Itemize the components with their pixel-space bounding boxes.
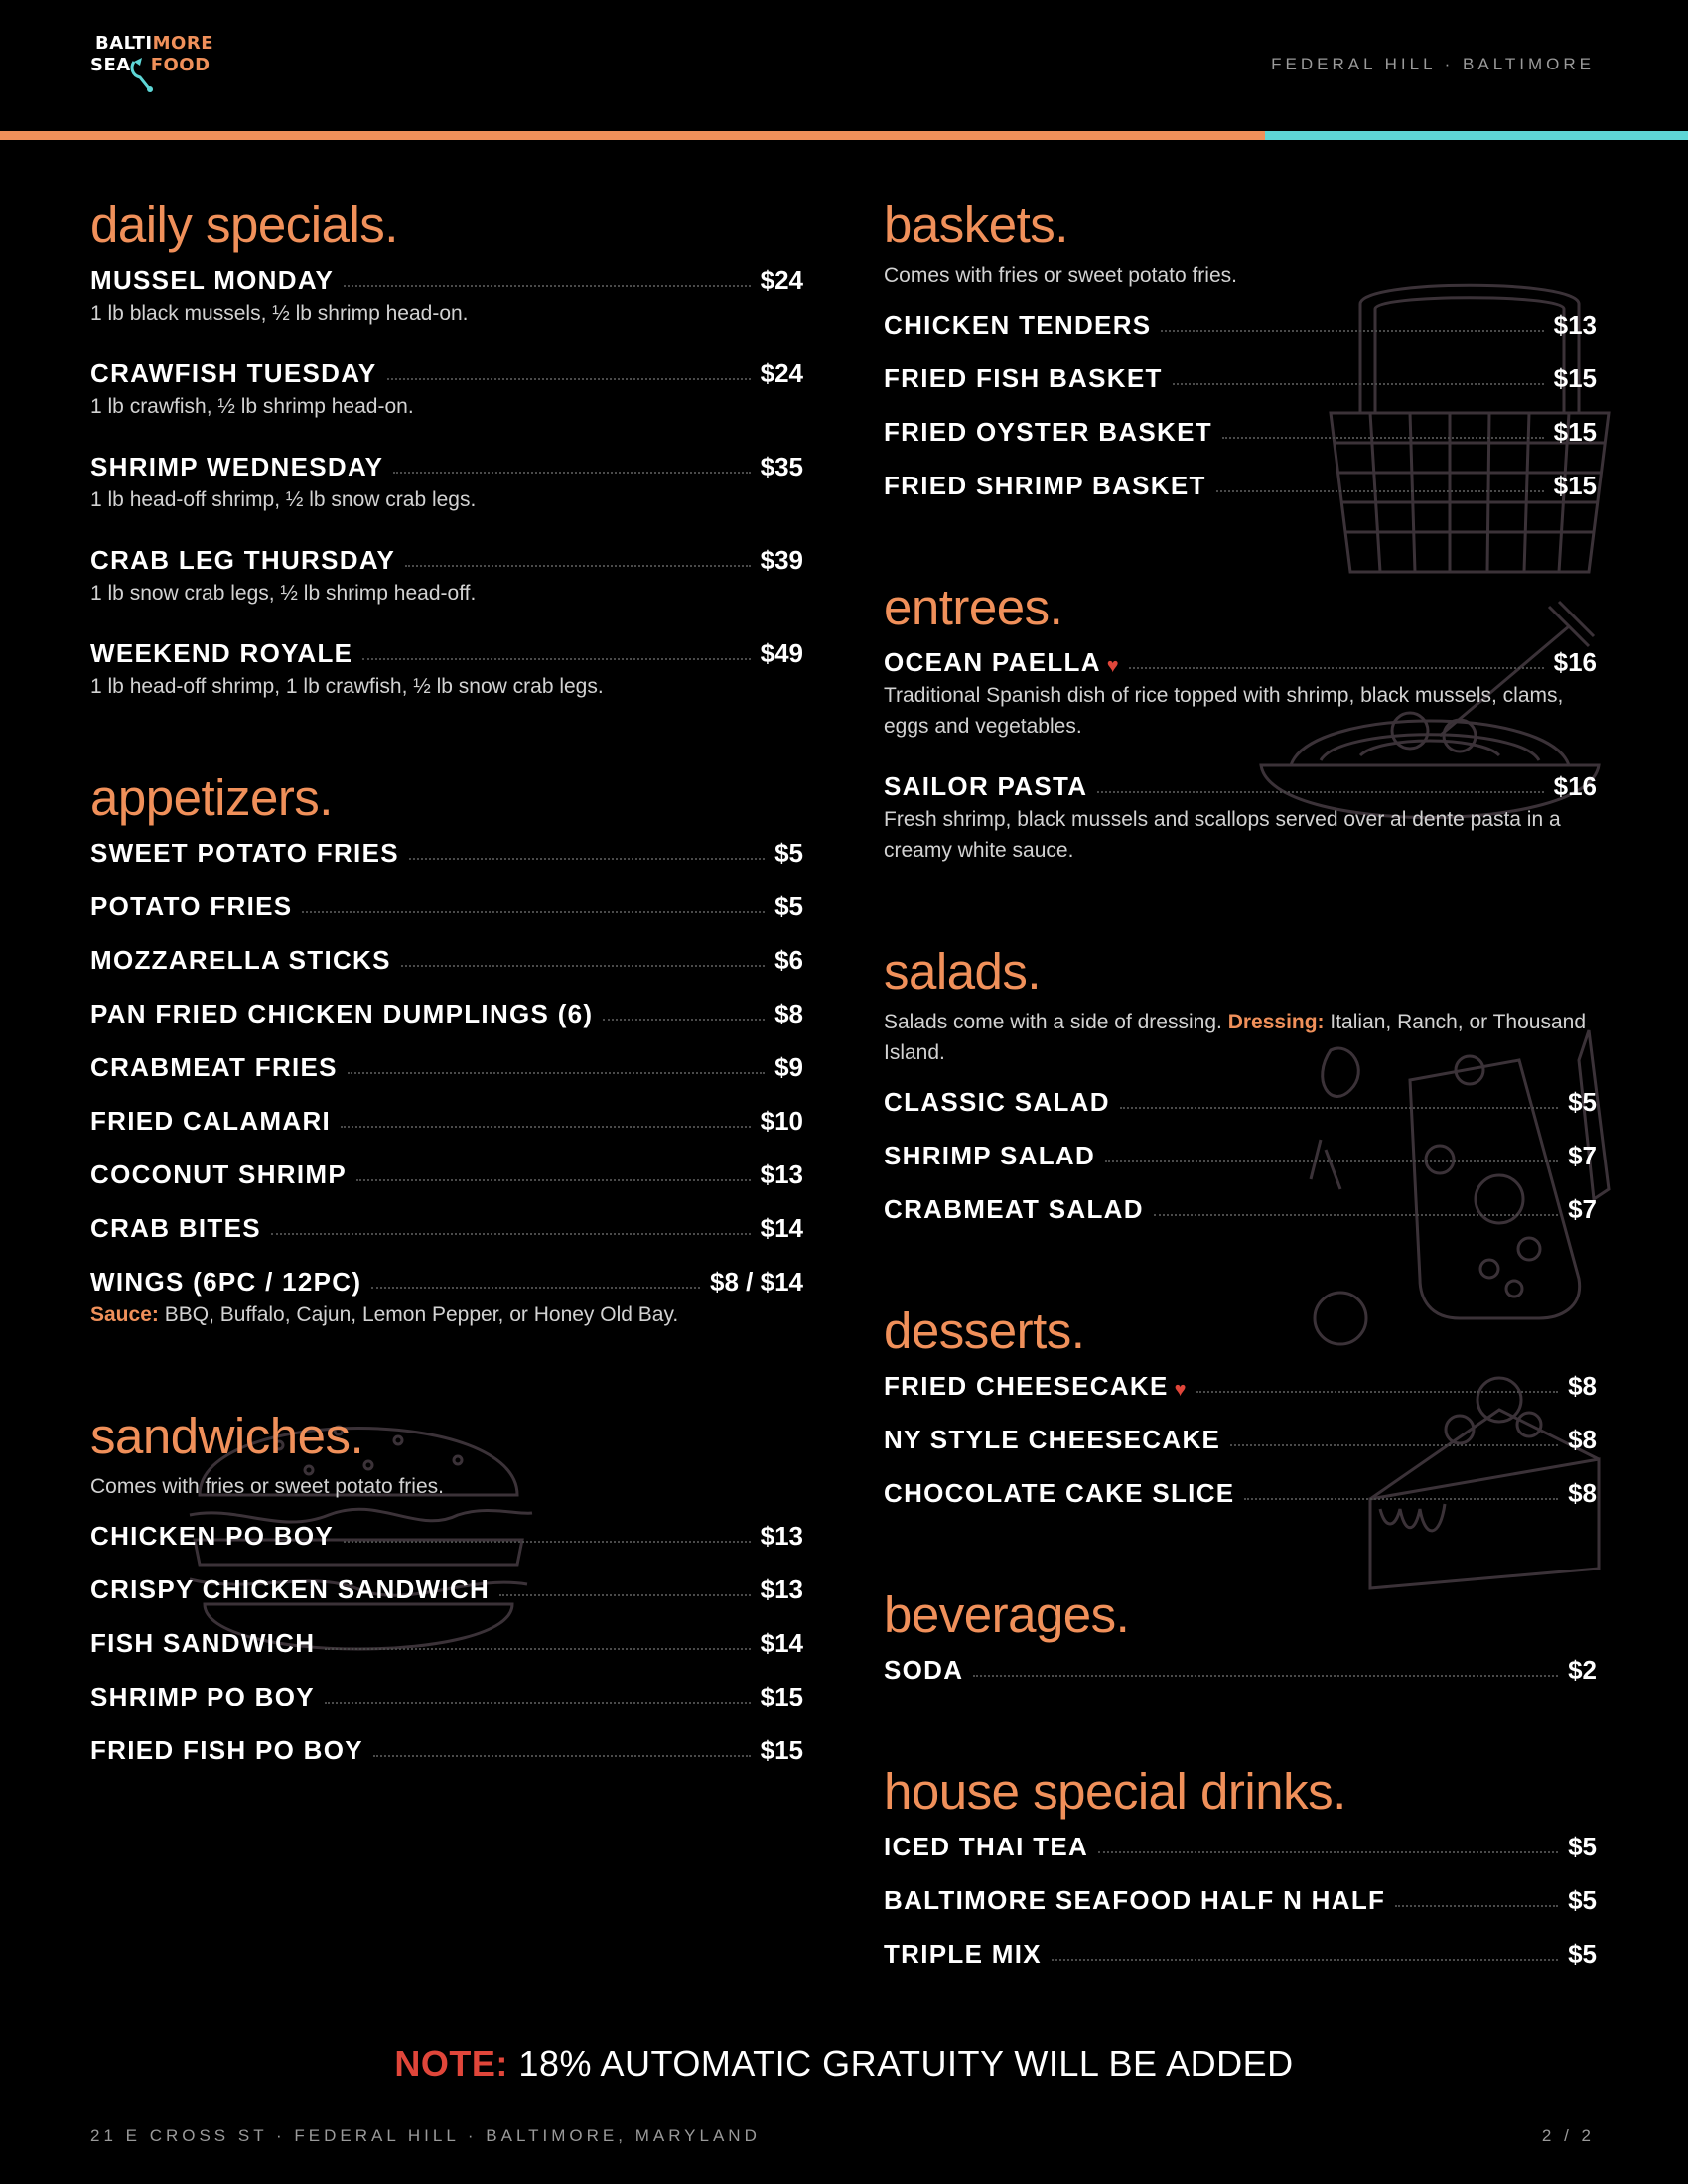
menu-item: [90, 1258, 803, 1330]
item-price: $5: [1568, 1939, 1597, 1969]
menu-item: [90, 256, 803, 329]
menu-item-row: [884, 1469, 1597, 1509]
menu-item-row: [90, 1204, 803, 1244]
item-price: $8: [1568, 1425, 1597, 1454]
menu-item: [90, 349, 803, 422]
section-title: daily specials.: [90, 197, 398, 253]
item-price: $5: [1568, 1885, 1597, 1915]
menu-item-list: [884, 1078, 1597, 1225]
location-label: FEDERAL HILL · BALTIMORE: [1271, 55, 1595, 73]
dot-leader: [344, 1541, 751, 1543]
section-appetizers: [90, 767, 803, 1330]
item-name: SHRIMP PO BOY: [90, 1682, 315, 1711]
menu-item: [884, 1362, 1597, 1402]
menu-item-row: [90, 629, 803, 669]
item-price: $15: [1553, 417, 1597, 447]
item-name: FRIED SHRIMP BASKET: [884, 471, 1206, 500]
item-price: $14: [760, 1628, 803, 1658]
item-name: CRISPY CHICKEN SANDWICH: [90, 1574, 491, 1604]
section-baskets: [884, 195, 1597, 501]
item-name: SHRIMP SALAD: [884, 1141, 1096, 1170]
dot-leader: [1120, 1107, 1558, 1109]
item-name: CHOCOLATE CAKE SLICE: [884, 1478, 1235, 1508]
menu-item-list: [884, 1823, 1597, 1970]
item-price: $8: [1568, 1371, 1597, 1401]
menu-item: [90, 883, 803, 922]
dot-leader: [344, 285, 750, 287]
item-price: $15: [1553, 471, 1597, 500]
item-name: POTATO FRIES: [90, 891, 293, 921]
menu-item: [90, 1512, 803, 1552]
section-sandwiches: [90, 1406, 803, 1766]
menu-item: [884, 1876, 1597, 1916]
dot-leader: [348, 1072, 765, 1074]
menu-item: [90, 1673, 803, 1712]
menu-item-list: [90, 256, 803, 702]
item-description: [90, 482, 803, 515]
item-name: TRIPLE MIX: [884, 1939, 1042, 1969]
menu-item-row: [90, 1258, 803, 1297]
item-price: $5: [1568, 1832, 1597, 1861]
dot-leader: [1098, 1851, 1558, 1853]
section-title: appetizers.: [90, 769, 333, 826]
item-name: NY STYLE CHEESECAKE: [884, 1425, 1221, 1454]
item-name: FRIED CALAMARI: [90, 1106, 332, 1136]
item-price: $13: [1553, 310, 1597, 340]
item-description: [90, 296, 803, 329]
section-note: Comes with fries or sweet potato fries.: [90, 1475, 444, 1498]
dot-leader: [325, 1702, 751, 1704]
section-title: salads.: [884, 943, 1042, 1000]
menu-item-row: [884, 638, 1597, 678]
menu-column-left: [90, 195, 803, 1766]
gratuity-notice: NOTE: 18% AUTOMATIC GRATUITY WILL BE ADDED: [394, 2043, 1294, 2084]
section-beverages: [884, 1584, 1597, 1686]
menu-item-row: [90, 883, 803, 922]
item-name: SWEET POTATO FRIES: [90, 838, 399, 868]
item-description-text: BBQ, Buffalo, Cajun, Lemon Pepper, or Honey Old Bay.: [164, 1303, 679, 1326]
dot-leader: [1097, 791, 1543, 793]
menu-item: [90, 1204, 803, 1244]
dot-leader: [603, 1019, 765, 1021]
menu-item: [884, 1823, 1597, 1862]
dot-leader: [302, 911, 765, 913]
menu-item: [884, 354, 1597, 394]
dot-leader: [409, 858, 765, 860]
dot-leader: [1173, 383, 1544, 385]
menu-item: [90, 536, 803, 609]
menu-item-row: [884, 762, 1597, 802]
dot-leader: [499, 1594, 750, 1596]
menu-item-row: [90, 829, 803, 869]
dot-leader: [1154, 1214, 1558, 1216]
menu-item: [884, 1185, 1597, 1225]
menu-item: [90, 1043, 803, 1083]
section-title: baskets.: [884, 197, 1068, 253]
item-price: $39: [760, 545, 803, 575]
item-name: SHRIMP WEDNESDAY: [90, 452, 384, 481]
menu-item-row: [90, 1673, 803, 1712]
menu-item-row: [90, 1097, 803, 1137]
menu-item: [90, 829, 803, 869]
item-name: ICED THAI TEA: [884, 1832, 1089, 1861]
item-name: PAN FRIED CHICKEN DUMPLINGS (6): [90, 999, 594, 1028]
menu-item: [90, 1726, 803, 1766]
item-description-text: Traditional Spanish dish of rice topped with shrimp, black mussels, clams, eggs and vegetables.: [884, 684, 1564, 738]
section-house-drinks: [884, 1761, 1597, 1970]
menu-item-row: [884, 1078, 1597, 1118]
dot-leader: [325, 1648, 750, 1650]
section-entrees: [884, 577, 1597, 866]
item-price: $15: [1553, 363, 1597, 393]
menu-item-row: [884, 354, 1597, 394]
item-price: $8: [774, 999, 803, 1028]
item-price: $5: [774, 891, 803, 921]
section-title: desserts.: [884, 1302, 1085, 1359]
section-title: house special drinks.: [884, 1763, 1346, 1820]
menu-item-row: [884, 408, 1597, 448]
header-bar-orange: [0, 131, 1265, 140]
item-description: [884, 802, 1597, 866]
menu-item-row: [884, 1416, 1597, 1455]
menu-item-row: [90, 1726, 803, 1766]
item-description: [90, 576, 803, 609]
item-name: CLASSIC SALAD: [884, 1087, 1110, 1117]
menu-item: [884, 1416, 1597, 1455]
item-name: FRIED OYSTER BASKET: [884, 417, 1212, 447]
menu-item: [884, 1646, 1597, 1686]
menu-item-row: [90, 990, 803, 1029]
menu-item-row: [884, 1646, 1597, 1686]
section-daily-specials: [90, 195, 803, 702]
item-description: [884, 678, 1597, 742]
menu-item: [884, 638, 1597, 742]
item-name: OCEAN PAELLA: [884, 647, 1101, 677]
menu-item: [90, 936, 803, 976]
dot-leader: [371, 1287, 700, 1289]
footer-address: 21 E CROSS ST · FEDERAL HILL · BALTIMORE, MARYLAND: [90, 2126, 761, 2145]
menu-item: [90, 1566, 803, 1605]
dot-leader: [387, 378, 751, 380]
menu-item-row: [90, 536, 803, 576]
menu-item-row: [90, 349, 803, 389]
menu-item-list: [884, 301, 1597, 501]
menu-item-row: [884, 301, 1597, 341]
item-name: CRABMEAT FRIES: [90, 1052, 338, 1082]
item-name: WEEKEND ROYALE: [90, 638, 353, 668]
item-name: FRIED FISH BASKET: [884, 363, 1163, 393]
item-description-label: Sauce:: [90, 1303, 159, 1326]
menu-item-row: [884, 462, 1597, 501]
dot-leader: [1244, 1498, 1558, 1500]
item-description-text: 1 lb snow crab legs, ½ lb shrimp head-off.: [90, 582, 477, 605]
menu-item-row: [884, 1185, 1597, 1225]
dot-leader: [1216, 490, 1544, 492]
item-price: $35: [760, 452, 803, 481]
page-header: [0, 0, 1688, 139]
item-name: CRAB LEG THURSDAY: [90, 545, 396, 575]
menu-item: [884, 1930, 1597, 1970]
item-price: $16: [1553, 647, 1597, 677]
item-description-text: 1 lb head-off shrimp, ½ lb snow crab legs.: [90, 488, 477, 511]
menu-item: [90, 990, 803, 1029]
item-price: $24: [760, 265, 803, 295]
menu-item-row: [90, 1151, 803, 1190]
item-price: $6: [774, 945, 803, 975]
dot-leader: [373, 1755, 751, 1757]
section-title: entrees.: [884, 579, 1063, 635]
item-description: [90, 1297, 803, 1330]
item-description-text: Fresh shrimp, black mussels and scallops served over al dente pasta in a creamy white sauce.: [884, 808, 1561, 862]
page-number: 2 / 2: [1541, 2126, 1595, 2145]
restaurant-logo: BALTIMORE SEA FOOD: [90, 34, 219, 97]
item-description: [90, 389, 803, 422]
menu-item-row: [884, 1930, 1597, 1970]
item-name: BALTIMORE SEAFOOD HALF N HALF: [884, 1885, 1386, 1915]
dot-leader: [1395, 1905, 1558, 1907]
menu-item-row: [884, 1876, 1597, 1916]
item-price: $49: [760, 638, 803, 668]
menu-item-row: [90, 1566, 803, 1605]
item-price: $10: [760, 1106, 803, 1136]
menu-item-list: [884, 638, 1597, 866]
menu-item: [884, 301, 1597, 341]
dot-leader: [405, 565, 750, 567]
dot-leader: [1052, 1959, 1558, 1961]
header-bar-teal: [1265, 131, 1688, 140]
item-name: CRABMEAT SALAD: [884, 1194, 1144, 1224]
item-price: $5: [1568, 1087, 1597, 1117]
menu-item-row: [90, 443, 803, 482]
menu-item: [90, 443, 803, 515]
item-name: CHICKEN TENDERS: [884, 310, 1152, 340]
item-price: $8 / $14: [710, 1267, 803, 1297]
item-price: $13: [760, 1521, 803, 1551]
crab-claw-icon: [128, 54, 164, 93]
item-price: $5: [774, 838, 803, 868]
dot-leader: [1129, 667, 1544, 669]
item-description-text: 1 lb crawfish, ½ lb shrimp head-on.: [90, 395, 414, 418]
item-name: MUSSEL MONDAY: [90, 265, 335, 295]
dot-leader: [356, 1179, 751, 1181]
menu-item: [884, 1132, 1597, 1171]
section-title: sandwiches.: [90, 1408, 364, 1464]
item-name: CRAWFISH TUESDAY: [90, 358, 377, 388]
menu-item-row: [90, 1619, 803, 1659]
menu-item: [90, 629, 803, 702]
menu-item-list: [884, 1362, 1597, 1509]
section-note: Salads come with a side of dressing. Dressing: Italian, Ranch, or Thousand Island.: [884, 1011, 1586, 1064]
dot-leader: [1161, 330, 1543, 332]
menu-item: [90, 1097, 803, 1137]
item-name: SODA: [884, 1655, 964, 1685]
section-title: beverages.: [884, 1586, 1130, 1643]
menu-column-right: [884, 195, 1597, 1970]
menu-item: [884, 408, 1597, 448]
menu-item: [884, 1469, 1597, 1509]
dot-leader: [1105, 1160, 1558, 1162]
menu-item-row: [90, 936, 803, 976]
item-price: $14: [760, 1213, 803, 1243]
menu-item-list: [884, 1646, 1597, 1686]
dot-leader: [401, 965, 765, 967]
heart-icon: ♥: [1174, 1379, 1187, 1401]
dot-leader: [1222, 437, 1544, 439]
item-price: $8: [1568, 1478, 1597, 1508]
item-name: WINGS (6PC / 12PC): [90, 1267, 362, 1297]
item-price: $7: [1568, 1141, 1597, 1170]
menu-item: [884, 762, 1597, 866]
menu-item: [90, 1151, 803, 1190]
item-description-text: 1 lb head-off shrimp, 1 lb crawfish, ½ lb snow crab legs.: [90, 675, 604, 698]
item-price: $9: [774, 1052, 803, 1082]
item-name: FRIED FISH PO BOY: [90, 1735, 363, 1765]
item-name: FRIED CHEESECAKE: [884, 1371, 1169, 1401]
item-description-text: 1 lb black mussels, ½ lb shrimp head-on.: [90, 302, 469, 325]
item-name: CRAB BITES: [90, 1213, 261, 1243]
item-price: $7: [1568, 1194, 1597, 1224]
menu-item-list: [90, 1512, 803, 1766]
item-price: $24: [760, 358, 803, 388]
item-name: COCONUT SHRIMP: [90, 1160, 347, 1189]
dot-leader: [973, 1675, 1558, 1677]
menu-item: [884, 462, 1597, 501]
section-desserts: [884, 1300, 1597, 1509]
item-price: $15: [760, 1735, 803, 1765]
item-description: [90, 669, 803, 702]
menu-item-row: [884, 1823, 1597, 1862]
dot-leader: [1230, 1444, 1558, 1446]
menu-item-row: [884, 1132, 1597, 1171]
menu-item-row: [90, 1512, 803, 1552]
item-name: FISH SANDWICH: [90, 1628, 316, 1658]
dot-leader: [341, 1126, 751, 1128]
menu-item: [90, 1619, 803, 1659]
section-note: Comes with fries or sweet potato fries.: [884, 264, 1237, 287]
item-price: $13: [760, 1160, 803, 1189]
menu-item-list: [90, 829, 803, 1330]
menu-item-row: [884, 1362, 1597, 1402]
item-price: $13: [760, 1574, 803, 1604]
section-salads: [884, 941, 1597, 1225]
dot-leader: [362, 658, 750, 660]
item-price: $16: [1553, 771, 1597, 801]
menu-item-row: [90, 256, 803, 296]
item-price: $2: [1568, 1655, 1597, 1685]
item-name: SAILOR PASTA: [884, 771, 1088, 801]
dot-leader: [271, 1233, 751, 1235]
item-name: MOZZARELLA STICKS: [90, 945, 391, 975]
heart-icon: ♥: [1106, 655, 1119, 677]
item-name: CHICKEN PO BOY: [90, 1521, 335, 1551]
menu-item: [884, 1078, 1597, 1118]
menu-item-row: [90, 1043, 803, 1083]
dot-leader: [1196, 1391, 1559, 1393]
dot-leader: [393, 472, 750, 474]
item-price: $15: [760, 1682, 803, 1711]
